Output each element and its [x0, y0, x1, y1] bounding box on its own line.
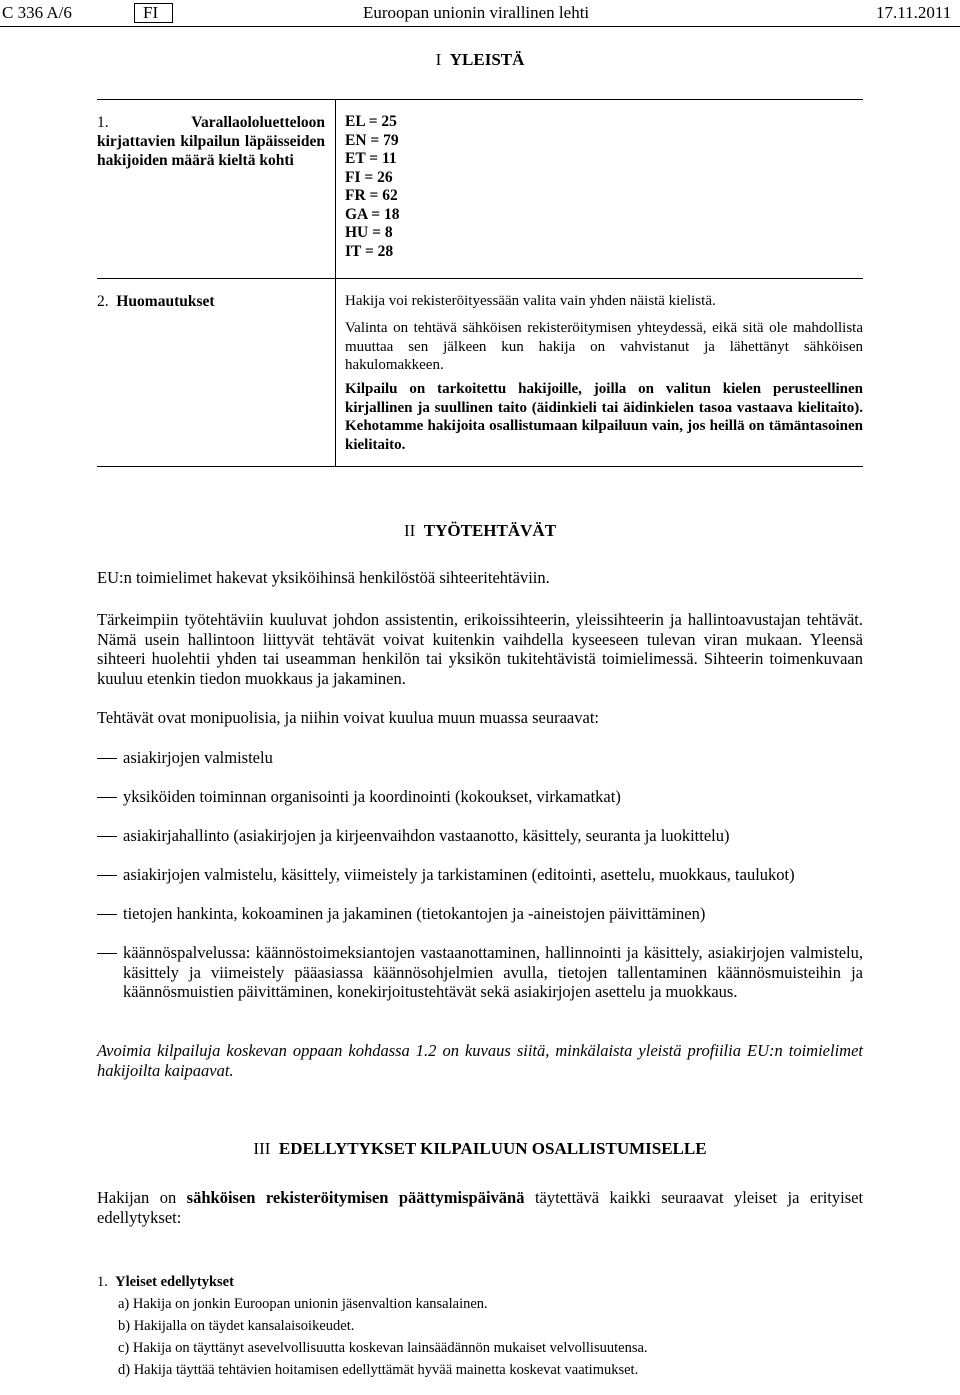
language-code-box: FI	[134, 3, 173, 23]
table-label-remarks: 2. Huomautukset	[97, 293, 215, 310]
condition-item: b) Hakijalla on täydet kansalaisoikeudet.	[118, 1318, 355, 1334]
page-header	[0, 0, 960, 26]
duties-list-intro: Tehtävät ovat monipuolisia, ja niihin voivat kuulua muun muassa seuraavat:	[97, 708, 599, 727]
remarks-paragraph-1: Hakija voi rekisteröityessään valita vain yhden näistä kielistä.	[345, 293, 716, 309]
journal-title: Euroopan unionin virallinen lehti	[363, 3, 590, 22]
language-count: FR = 62	[345, 187, 398, 204]
duties-description: Tärkeimpiin työtehtäviin kuuluvat johdon assistentin, erikoissihteerin, yleissihteerin ja hallintoavustajan tehtävät. Nämä usein hallintoon liittyvät tehtävät voivat kuitenkin vaihdella kyseeseen tulevan viran mukaan. Yleensä sihteeri huolehtii yhden tai useamman henkilön tai yksikön tukitehtävistä toimielimessä. Sihteerin toimenkuvaan kuuluu etenkin tiedon muokkaus ja jakaminen.	[97, 610, 863, 688]
language-count: HU = 8	[345, 224, 393, 241]
general-conditions-heading: 1. Yleiset edellytykset	[97, 1274, 234, 1290]
duty-item: asiakirjojen valmistelu	[123, 748, 273, 767]
table-top-rule	[97, 99, 863, 100]
table-divider	[335, 278, 336, 466]
publication-date: 17.11.2011	[876, 3, 952, 22]
competition-details-table	[97, 99, 863, 466]
language-count: FI = 26	[345, 168, 393, 186]
language-count: GA = 18	[345, 205, 400, 223]
section-heading-general: I YLEISTÄ	[435, 50, 525, 69]
language-count: EL = 25	[345, 113, 397, 130]
remarks-paragraph-3: Kilpailu on tarkoitettu hakijoille, joilla on valitun kielen perusteellinen kirjallinen ja suullinen taito (äidinkieli tai äidinkielen tasoa vastaava kielitaito). Kehotamme hakijoita osallistumaan kilpailuun vain, jos heillä on tämäntasoinen kielitaito.	[345, 381, 863, 453]
duty-item: asiakirjahallinto (asiakirjojen ja kirjeenvaihdon vastaanotto, käsittely, seuranta ja luokittelu)	[123, 826, 730, 845]
duty-item: käännöspalvelussa: käännöstoimeksiantojen vastaanottaminen, hallinnointi ja käsittely, asiakirjojen valmistelu, käsittely ja viimeistely pääasiassa käännösohjelmien avulla, tietojen tallentaminen käännösmuisteihin ja käännösmuistien päivittäminen, konekirjoitustehtävät sekä asiakirjojen asettelu ja muokkaus.	[123, 943, 863, 1001]
eligibility-intro: Hakijan on sähköisen rekisteröitymisen päättymispäivänä täytettävä kaikki seuraavat yleiset ja erityiset edellytykset:	[97, 1188, 864, 1227]
section-heading-duties: II TYÖTEHTÄVÄT	[403, 521, 557, 540]
language-counts	[345, 113, 863, 261]
language-count: EN = 79	[345, 131, 399, 149]
language-count: ET = 11	[345, 150, 397, 167]
guide-reference-note: Avoimia kilpailuja koskevan oppaan kohdassa 1.2 on kuvaus siitä, minkälaista yleistä profiilia EU:n toimielimet hakijoilta kaipaavat.	[97, 1041, 863, 1080]
duty-item: asiakirjojen valmistelu, käsittely, viimeistely ja tarkistaminen (editointi, asettelu, muokkaus, taulukot)	[123, 865, 795, 884]
table-label-candidates-per-language: 1. Varallaololuetteloon kirjattavien kilpailun läpäisseiden hakijoiden määrä kieltä kohti	[97, 114, 325, 169]
condition-item: d) Hakija täyttää tehtävien hoitamisen edellyttämät hyvää mainetta koskevat vaatimukset.	[118, 1362, 639, 1378]
page-reference: C 336 A/6	[2, 3, 72, 22]
condition-item: a) Hakija on jonkin Euroopan unionin jäsenvaltion kansalainen.	[118, 1296, 488, 1312]
table-divider	[335, 99, 336, 278]
table-bottom-rule	[97, 466, 863, 467]
table-middle-rule	[97, 278, 863, 279]
duty-item: tietojen hankinta, kokoaminen ja jakaminen (tietokantojen ja -aineistojen päivittäminen)	[123, 904, 706, 923]
language-count: IT = 28	[345, 242, 394, 260]
remarks-paragraph-2: Valinta on tehtävä sähköisen rekisteröitymisen yhteydessä, eikä sitä ole mahdollista muuttaa sen jälkeen kun hakija on vahvistanut ja lähettänyt sähköisen hakulomakkeen.	[345, 320, 863, 373]
condition-item: c) Hakija on täyttänyt asevelvollisuutta koskevan lainsäädännön mukaiset velvollisuutensa.	[118, 1340, 648, 1356]
section-heading-eligibility: III EDELLYTYKSET KILPAILUUN OSALLISTUMISELLE	[253, 1139, 707, 1158]
duty-item: yksiköiden toiminnan organisointi ja koordinointi (kokoukset, virkamatkat)	[123, 787, 621, 806]
duties-intro: EU:n toimielimet hakevat yksiköihinsä henkilöstöä sihteeritehtäviin.	[97, 568, 550, 587]
header-rule	[0, 26, 960, 27]
